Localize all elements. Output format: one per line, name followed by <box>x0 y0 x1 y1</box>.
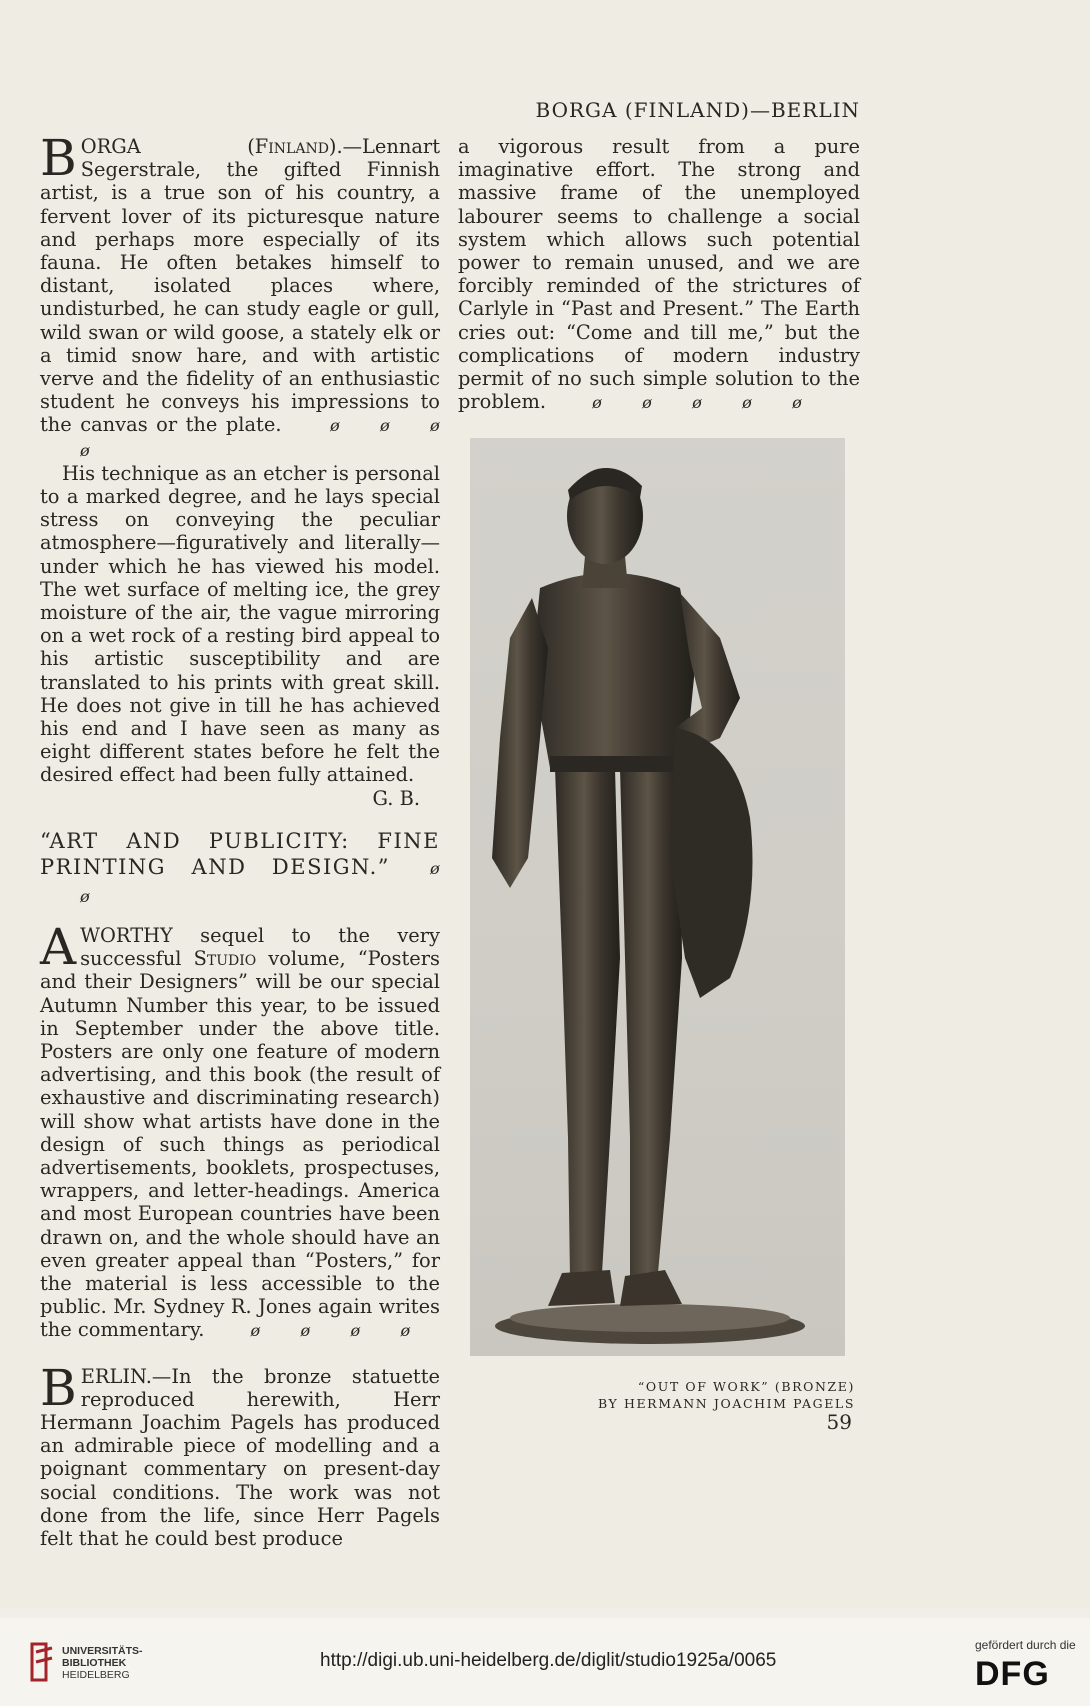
drop-cap: B <box>40 1358 77 1417</box>
ornament-icon: ø <box>592 393 602 413</box>
university-library-logo-icon <box>30 1642 56 1687</box>
ornament-icon: ø <box>380 416 390 436</box>
dfg-logo: DFG <box>975 1655 1050 1693</box>
figure-caption <box>560 1378 855 1412</box>
ornament-icon: ø <box>300 1321 311 1341</box>
section-heading <box>40 828 440 910</box>
ornament-icon: ø <box>642 393 652 413</box>
studio-paragraph <box>40 917 440 1343</box>
statue-photograph <box>470 438 845 1356</box>
ornament-icon: ø <box>742 393 752 413</box>
ornament-icon: ø <box>692 393 702 413</box>
paragraph-text: volume, “Posters and their Designers” will be our special Autumn Number this year, to be issued in September under the above title. Posters are only one feature of modern advertising, and this book (the result of exhaustive and discriminating research) will show what artists have done in the design of such things as periodical advertisements, booklets, prospectuses, wrappers, and letter-headings. America and most European countries have been drawn on, and the whole should have an even greater appeal than “Posters,” for the material is less accessible to the public. Mr. Sydney R. Jones again writes the commentary. <box>40 947 440 1342</box>
library-line: UNIVERSITÄTS- <box>62 1645 143 1657</box>
berlin-paragraph <box>40 1358 440 1551</box>
paragraph-text: ERLIN.—In the bronze statuette reproduced herewith, Herr Hermann Joachim Pagels has produced an admirable piece of modelling and a poignant commentary on present-day social conditions. The work was not done from the life, since Herr Pagels felt that he could best produce <box>40 1364 440 1550</box>
heading-text: “ART AND PUBLICITY: FINE PRINTING AND DESIGN.” <box>40 828 440 879</box>
ornament-icon: ø <box>80 440 90 460</box>
ornament-icon: ø <box>350 1321 361 1341</box>
ornament-icon: ø <box>792 393 802 413</box>
ornament-icon: ø <box>250 1321 261 1341</box>
digitization-footer <box>0 1618 1090 1706</box>
left-column <box>40 129 442 1550</box>
berlin-continuation <box>458 135 860 414</box>
funder-label: gefördert durch die <box>975 1638 1076 1652</box>
right-column <box>458 135 860 414</box>
section-lead: ORGA (Finland). <box>80 135 343 158</box>
paragraph-text: —Lennart Segerstrale, the gifted Finnish artist, is a true son of his country, a fervent lover of its picturesque nature and perhaps more especially of its fauna. He often betakes himself to distant, isolated places where, undisturbed, he can study eagle or gull, wild swan or wild goose, a stately elk or a timid snow hare, and with artistic verve and the fidelity of an enthusiastic student he conveys his impressions to the canvas or the plate. <box>40 135 440 437</box>
drop-cap: A <box>40 917 77 976</box>
library-line: BIBLIOTHEK <box>62 1657 127 1669</box>
drop-cap: B <box>40 129 77 187</box>
ornament-row <box>552 390 802 413</box>
page-number: 59 <box>826 1410 852 1434</box>
publication-name: Studio <box>193 947 257 971</box>
library-name <box>62 1645 143 1681</box>
paragraph-text: a vigorous result from a pure imaginative effort. The strong and massive frame of the unemployed labourer seems to challenge a social system which allows such potential power to remain unused, and we are forcibly reminded of the strictures of Carlyle in “Past and Present.” The Earth cries out: “Come and till me,” but the complications of modern industry permit of no such simple solution to the problem. <box>458 135 860 414</box>
running-head: BORGA (FINLAND)—BERLIN <box>535 98 860 122</box>
borga-paragraph-2: His technique as an etcher is personal to a marked degree, and he lays special stress on conveying the peculiar atmosphere—figuratively and literally—under which he has viewed his model. The wet surface of melting ice, the grey moisture of the air, the vague mirroring on a wet rock of a resting bird appeal to his artistic susceptibility and are translated to his prints with great skill. He does not give in till he has achieved his end and I have seen as many as eight different states before he felt the desired effect had been fully attained. <box>40 461 440 787</box>
ornament-icon: ø <box>430 858 442 878</box>
borga-paragraph-1 <box>40 129 440 462</box>
ornament-icon: ø <box>80 886 92 906</box>
bronze-statue-illustration <box>470 438 845 1356</box>
ornament-icon: ø <box>330 416 340 436</box>
ornament-icon: ø <box>400 1321 411 1341</box>
paragraph-text: WORTHY sequel to the very successful <box>80 923 440 971</box>
ornament-icon: ø <box>430 416 440 436</box>
signature-line <box>40 787 440 810</box>
caption-title: “OUT OF WORK” (BRONZE) <box>637 1379 855 1394</box>
author-signature: G. B. <box>372 786 420 810</box>
library-line: HEIDELBERG <box>62 1669 130 1681</box>
permalink-url[interactable]: http://digi.ub.uni-heidelberg.de/diglit/studio1925a/0065 <box>320 1650 777 1671</box>
ornament-row <box>211 1318 411 1341</box>
caption-credit: BY HERMANN JOACHIM PAGELS <box>597 1396 855 1411</box>
